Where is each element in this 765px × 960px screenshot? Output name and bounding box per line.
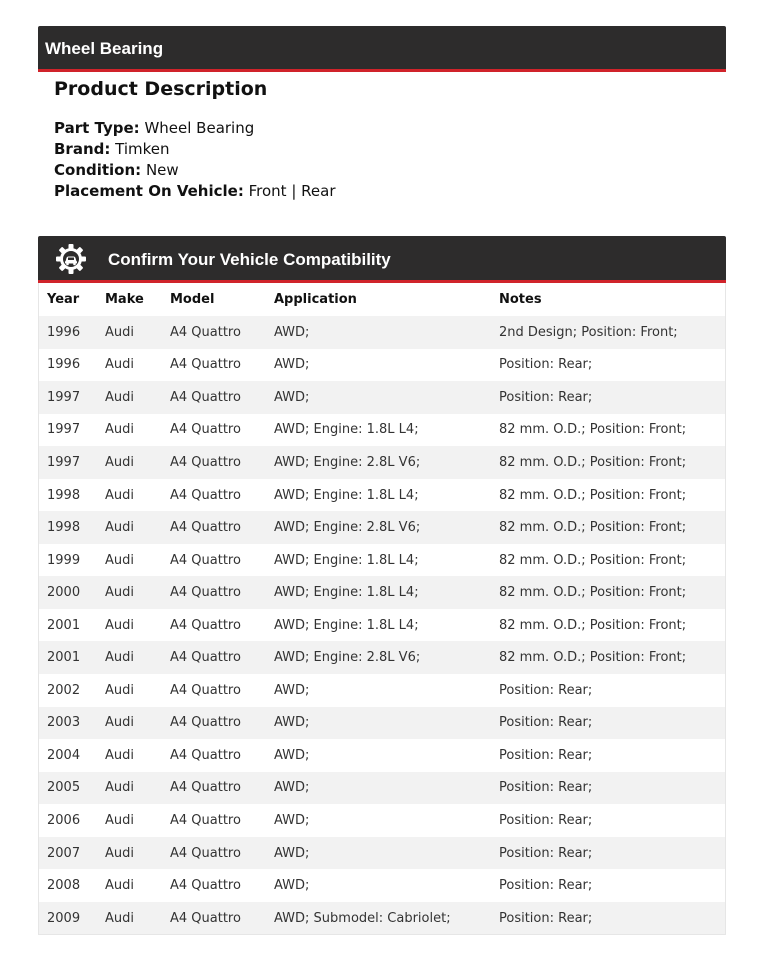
cell-year: 1999 bbox=[39, 544, 97, 577]
cell-notes: Position: Rear; bbox=[491, 674, 725, 707]
compatibility-title: Confirm Your Vehicle Compatibility bbox=[108, 250, 391, 269]
cell-application: AWD; bbox=[266, 349, 491, 382]
spec-placement bbox=[54, 181, 704, 202]
cell-application: AWD; Engine: 1.8L L4; bbox=[266, 544, 491, 577]
spec-label: Placement On Vehicle: bbox=[54, 182, 244, 200]
column-header-model: Model bbox=[170, 292, 215, 307]
cell-notes: 82 mm. O.D.; Position: Front; bbox=[491, 479, 725, 512]
cell-make: Audi bbox=[97, 381, 162, 414]
cell-notes: 82 mm. O.D.; Position: Front; bbox=[491, 511, 725, 544]
table-row bbox=[39, 544, 725, 577]
cell-year: 2009 bbox=[39, 902, 97, 935]
table-row bbox=[39, 837, 725, 870]
cell-notes: Position: Rear; bbox=[491, 837, 725, 870]
cell-notes: Position: Rear; bbox=[491, 707, 725, 740]
spec-value: Front | Rear bbox=[248, 182, 336, 200]
cell-year: 2008 bbox=[39, 869, 97, 902]
cell-application: AWD; bbox=[266, 772, 491, 805]
spec-part-type bbox=[54, 118, 704, 139]
table-row bbox=[39, 381, 725, 414]
cell-notes: Position: Rear; bbox=[491, 772, 725, 805]
cell-notes: Position: Rear; bbox=[491, 804, 725, 837]
cell-model: A4 Quattro bbox=[162, 902, 266, 935]
cell-model: A4 Quattro bbox=[162, 804, 266, 837]
cell-model: A4 Quattro bbox=[162, 641, 266, 674]
cell-notes: 82 mm. O.D.; Position: Front; bbox=[491, 414, 725, 447]
cell-application: AWD; Engine: 1.8L L4; bbox=[266, 479, 491, 512]
cell-notes: Position: Rear; bbox=[491, 349, 725, 382]
cell-make: Audi bbox=[97, 707, 162, 740]
cell-notes: Position: Rear; bbox=[491, 902, 725, 935]
cell-model: A4 Quattro bbox=[162, 544, 266, 577]
cell-application: AWD; bbox=[266, 869, 491, 902]
spec-label: Condition: bbox=[54, 161, 142, 179]
cell-year: 1997 bbox=[39, 381, 97, 414]
cell-make: Audi bbox=[97, 641, 162, 674]
cell-year: 1996 bbox=[39, 349, 97, 382]
cell-notes: 82 mm. O.D.; Position: Front; bbox=[491, 609, 725, 642]
cell-make: Audi bbox=[97, 804, 162, 837]
cell-model: A4 Quattro bbox=[162, 479, 266, 512]
cell-application: AWD; bbox=[266, 674, 491, 707]
cell-year: 2006 bbox=[39, 804, 97, 837]
cell-application: AWD; bbox=[266, 837, 491, 870]
table-row bbox=[39, 804, 725, 837]
cell-make: Audi bbox=[97, 674, 162, 707]
cell-make: Audi bbox=[97, 316, 162, 349]
cell-make: Audi bbox=[97, 739, 162, 772]
cell-notes: Position: Rear; bbox=[491, 869, 725, 902]
spec-brand bbox=[54, 139, 704, 160]
table-header-row bbox=[39, 283, 725, 316]
table-row bbox=[39, 349, 725, 382]
cell-application: AWD; Engine: 2.8L V6; bbox=[266, 446, 491, 479]
spec-label: Brand: bbox=[54, 140, 111, 158]
cell-model: A4 Quattro bbox=[162, 772, 266, 805]
table-row bbox=[39, 674, 725, 707]
cell-application: AWD; bbox=[266, 739, 491, 772]
column-header-notes: Notes bbox=[499, 292, 542, 307]
cell-application: AWD; Engine: 1.8L L4; bbox=[266, 576, 491, 609]
title-bar bbox=[38, 26, 726, 72]
cell-make: Audi bbox=[97, 772, 162, 805]
cell-model: A4 Quattro bbox=[162, 316, 266, 349]
cell-make: Audi bbox=[97, 349, 162, 382]
cell-notes: 82 mm. O.D.; Position: Front; bbox=[491, 576, 725, 609]
spec-value: Wheel Bearing bbox=[144, 119, 255, 137]
cell-model: A4 Quattro bbox=[162, 511, 266, 544]
cell-application: AWD; bbox=[266, 804, 491, 837]
cell-model: A4 Quattro bbox=[162, 674, 266, 707]
table-row bbox=[39, 479, 725, 512]
cell-make: Audi bbox=[97, 544, 162, 577]
spec-condition bbox=[54, 160, 704, 181]
product-description bbox=[54, 76, 704, 202]
cell-notes: 82 mm. O.D.; Position: Front; bbox=[491, 641, 725, 674]
cell-model: A4 Quattro bbox=[162, 576, 266, 609]
cell-year: 2007 bbox=[39, 837, 97, 870]
cell-make: Audi bbox=[97, 414, 162, 447]
cell-year: 2004 bbox=[39, 739, 97, 772]
spec-value: Timken bbox=[115, 140, 170, 158]
cell-make: Audi bbox=[97, 902, 162, 935]
cell-year: 2002 bbox=[39, 674, 97, 707]
gear-car-icon bbox=[55, 243, 87, 275]
cell-application: AWD; bbox=[266, 381, 491, 414]
cell-year: 1997 bbox=[39, 414, 97, 447]
table-row bbox=[39, 772, 725, 805]
cell-model: A4 Quattro bbox=[162, 446, 266, 479]
table-row bbox=[39, 641, 725, 674]
cell-year: 1996 bbox=[39, 316, 97, 349]
table-row bbox=[39, 609, 725, 642]
cell-year: 1998 bbox=[39, 479, 97, 512]
spec-list bbox=[54, 118, 704, 202]
cell-model: A4 Quattro bbox=[162, 349, 266, 382]
cell-make: Audi bbox=[97, 576, 162, 609]
cell-year: 2001 bbox=[39, 609, 97, 642]
table-row bbox=[39, 414, 725, 447]
description-heading: Product Description bbox=[54, 78, 268, 100]
column-header-make: Make bbox=[105, 292, 144, 307]
cell-notes: Position: Rear; bbox=[491, 739, 725, 772]
column-header-application: Application bbox=[274, 292, 357, 307]
cell-make: Audi bbox=[97, 446, 162, 479]
table-row bbox=[39, 316, 725, 349]
cell-application: AWD; Submodel: Cabriolet; bbox=[266, 902, 491, 935]
table-row bbox=[39, 739, 725, 772]
cell-application: AWD; Engine: 2.8L V6; bbox=[266, 641, 491, 674]
table-row bbox=[39, 869, 725, 902]
compatibility-table bbox=[38, 283, 726, 935]
cell-application: AWD; bbox=[266, 707, 491, 740]
cell-make: Audi bbox=[97, 609, 162, 642]
cell-year: 1998 bbox=[39, 511, 97, 544]
cell-notes: 82 mm. O.D.; Position: Front; bbox=[491, 544, 725, 577]
cell-model: A4 Quattro bbox=[162, 707, 266, 740]
cell-year: 2001 bbox=[39, 641, 97, 674]
cell-year: 2003 bbox=[39, 707, 97, 740]
table-row bbox=[39, 576, 725, 609]
product-title: Wheel Bearing bbox=[45, 39, 164, 58]
cell-notes: Position: Rear; bbox=[491, 381, 725, 414]
cell-make: Audi bbox=[97, 511, 162, 544]
cell-model: A4 Quattro bbox=[162, 414, 266, 447]
spec-value: New bbox=[145, 161, 179, 179]
cell-model: A4 Quattro bbox=[162, 739, 266, 772]
cell-notes: 2nd Design; Position: Front; bbox=[491, 316, 725, 349]
cell-application: AWD; Engine: 1.8L L4; bbox=[266, 609, 491, 642]
table-row bbox=[39, 511, 725, 544]
cell-model: A4 Quattro bbox=[162, 381, 266, 414]
cell-notes: 82 mm. O.D.; Position: Front; bbox=[491, 446, 725, 479]
cell-year: 2000 bbox=[39, 576, 97, 609]
cell-application: AWD; bbox=[266, 316, 491, 349]
compatibility-header bbox=[38, 236, 726, 283]
spec-label: Part Type: bbox=[54, 119, 140, 137]
column-header-year: Year bbox=[47, 292, 80, 307]
cell-model: A4 Quattro bbox=[162, 869, 266, 902]
table-row bbox=[39, 446, 725, 479]
cell-make: Audi bbox=[97, 869, 162, 902]
cell-make: Audi bbox=[97, 479, 162, 512]
table-row bbox=[39, 707, 725, 740]
cell-application: AWD; Engine: 1.8L L4; bbox=[266, 414, 491, 447]
cell-model: A4 Quattro bbox=[162, 837, 266, 870]
cell-application: AWD; Engine: 2.8L V6; bbox=[266, 511, 491, 544]
cell-make: Audi bbox=[97, 837, 162, 870]
cell-model: A4 Quattro bbox=[162, 609, 266, 642]
cell-year: 2005 bbox=[39, 772, 97, 805]
cell-year: 1997 bbox=[39, 446, 97, 479]
table-row bbox=[39, 902, 725, 935]
